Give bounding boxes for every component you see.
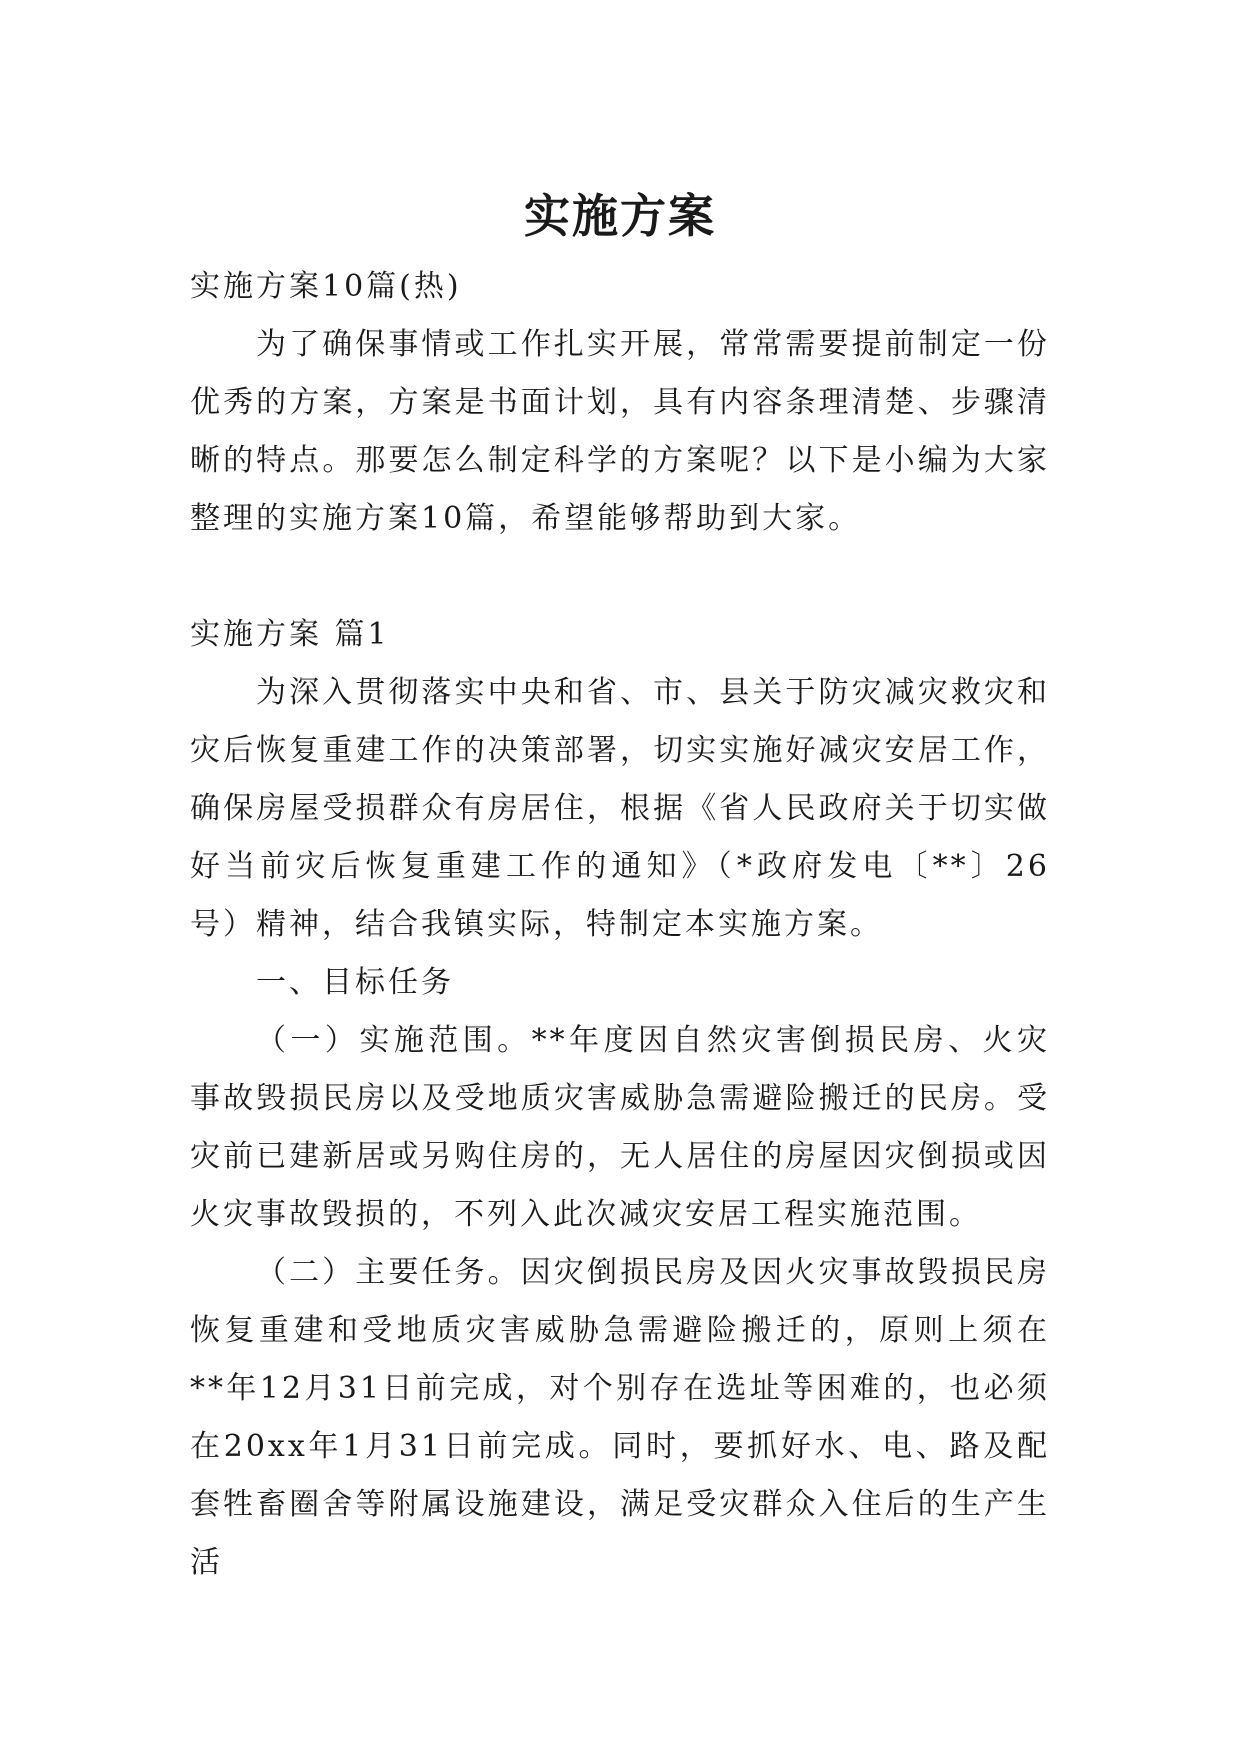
intro-heading: 实施方案10篇(热) (190, 269, 462, 304)
intro-paragraph: 为了确保事情或工作扎实开展，常常需要提前制定一份优秀的方案，方案是书面计划，具有内容条理清楚、步骤清晰的特点。那要怎么制定科学的方案呢？以下是小编为大家整理的实施方案10篇，希望能够帮助到大家。 (190, 327, 1050, 536)
document-body (190, 258, 1050, 1592)
section1-item-heading: 一、目标任务 (256, 965, 454, 1000)
section1-sub-item-scope: （一）实施范围。**年度因自然灾害倒损民房、火灾事故毁损民房以及受地质灾害威胁急需避险搬迁的民房。受灾前已建新居或另购住房的，无人居住的房屋因灾倒损或因火灾事故毁损的，不列入此次减灾安居工程实施范围。 (190, 1023, 1050, 1232)
section1-sub-item-tasks: （二）主要任务。因灾倒损民房及因火灾事故毁损民房恢复重建和受地质灾害威胁急需避险搬迁的，原则上须在**年12月31日前完成，对个别存在选址等困难的，也必须在20xx年1月31日前完成。同时，要抓好水、电、路及配套牲畜圈舍等附属设施建设，满足受灾群众入住后的生产生活 (190, 1255, 1050, 1580)
document-title: 实施方案 (524, 188, 716, 243)
section-spacer (190, 548, 1050, 606)
section1-paragraph: 为深入贯彻落实中央和省、市、县关于防灾减灾救灾和灾后恢复重建工作的决策部署，切实实施好减灾安居工作，确保房屋受损群众有房居住，根据《省人民政府关于切实做好当前灾后恢复重建工作的通知》（*政府发电〔**〕26号）精神，结合我镇实际，特制定本实施方案。 (190, 675, 1050, 942)
section1-heading: 实施方案 篇1 (190, 617, 390, 652)
